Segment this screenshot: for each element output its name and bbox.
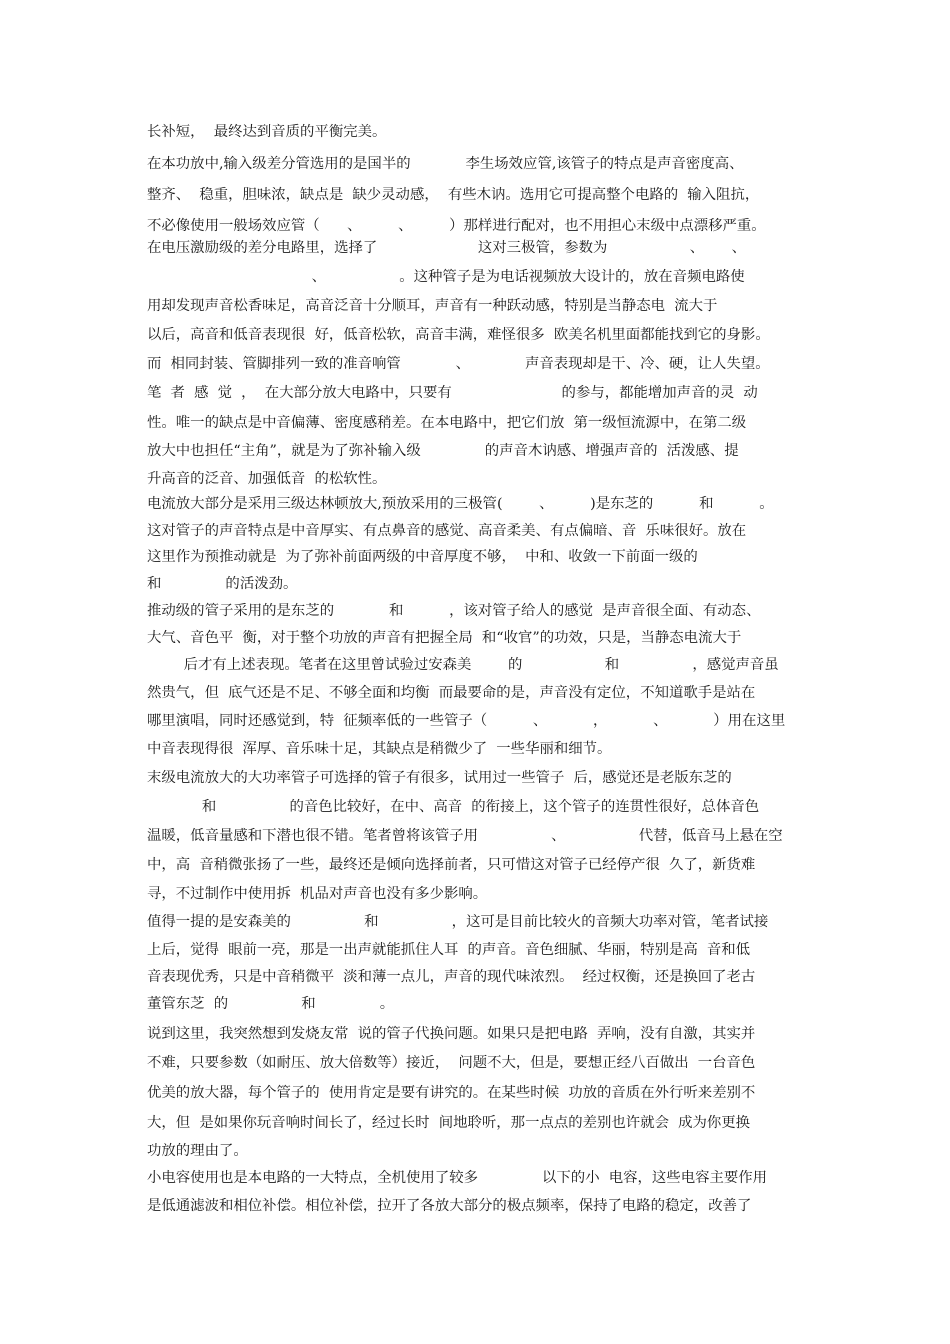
text-line: 放大中也担任“主角”，就是为了弥补输入级 的声音木讷感、增强声音的 活泼感、提 — [147, 443, 739, 459]
text-line: 和 的音色比较好，在中、高音 的衔接上，这个管子的连贯性很好，总体音色 — [147, 799, 760, 815]
text-line: 而 相同封装、管脚排列一致的准音响管 、 声音表现却是干、冷、硬，让人失望。 — [147, 356, 770, 372]
text-line: 这里作为预推动就是 为了弥补前面两级的中音厚度不够， 中和、收敛一下前面一级的 — [147, 549, 698, 565]
text-line: 优美的放大器，每个管子的 使用肯定是要有讲究的。在某些时候 功放的音质在外行听来差别不 — [147, 1085, 756, 1101]
text-line: 不必像使用一般场效应管（ 、 、 ）那样进行配对，也不用担心末级中点漂移严重。 — [147, 218, 766, 234]
text-line: 以后，高音和低音表现很 好，低音松软，高音丰满，难怪很多 欧美名机里面都能找到它的身影。 — [147, 327, 770, 343]
text-line: 温暖，低音量感和下潜也很不错。笔者曾将该管子用 、 代替，低音马上悬在空 — [147, 828, 783, 844]
text-line: 后才有上述表现。笔者在这里曾试验过安森美 的 和 ，感觉声音虽 — [147, 657, 779, 673]
text-line: 音表现优秀，只是中音稍微平 淡和薄一点儿，声音的现代味浓烈。 经过权衡，还是换回了老古 — [147, 969, 756, 985]
text-line: 寻，不过制作中使用拆 机品对声音也没有多少影响。 — [147, 886, 488, 902]
text-line: 升高音的泛音、加强低音 的松软性。 — [147, 471, 387, 487]
text-line: 是低通滤波和相位补偿。相位补偿，拉开了各放大部分的极点频率，保持了电路的稳定，改善了 — [147, 1198, 752, 1214]
text-line: 中，高 音稍微张扬了一些，最终还是倾向选择前者，只可惜这对管子已经停产很 久了，新货难 — [147, 857, 756, 873]
text-line: 电流放大部分是采用三级达林顿放大,预放采用的三极管( 、 )是东芝的 和 。 — [147, 496, 774, 512]
text-line: 大，但 是如果你玩音响时间长了，经过长时 间地聆听，那一点点的差别也许就会 成为你更换 — [147, 1115, 751, 1131]
text-line: 中音表现得很 浑厚、音乐味十足，其缺点是稍微少了 一些华丽和细节。 — [147, 741, 612, 757]
text-line: 和 的活泼劲。 — [147, 576, 298, 592]
text-line: 小电容使用也是本电路的一大特点，全机使用了较多 以下的小 电容，这些电容主要作用 — [147, 1170, 768, 1186]
text-line: 说到这里，我突然想到发烧友常 说的管子代换问题。如果只是把电路 弄响，没有自激，其实并 — [147, 1026, 756, 1042]
text-line: 功放的理由了。 — [147, 1143, 248, 1159]
text-line: 推动级的管子采用的是东芝的 和 ，该对管子给人的感觉 是声音很全面、有动态、 — [147, 603, 761, 619]
text-line: 笔 者 感 觉 ， 在大部分放大电路中，只要有 的参与，都能增加声音的灵 动 — [147, 385, 758, 401]
text-line: 值得一提的是安森美的 和 ，这可是目前比较火的音频大功率对管，笔者试接 — [147, 914, 769, 930]
text-line: 董管东芝 的 和 。 — [147, 996, 395, 1012]
text-line: 长补短， 最终达到音质的平衡完美。 — [147, 124, 387, 140]
text-line: 性。唯一的缺点是中音偏薄、密度感稍差。在本电路中，把它们放 第一级恒流源中，在第二级 — [147, 415, 747, 431]
text-line: 整齐、 稳重，胆味浓，缺点是 缺少灵动感， 有些木讷。选用它可提高整个电路的 输入阻抗， — [147, 187, 760, 203]
text-line: 在电压激励级的差分电路里，选择了 这对三极管，参数为 、 、 — [147, 240, 746, 256]
text-line: 然贵气，但 底气还是不足、不够全面和均衡 而最要命的是，声音没有定位，不知道歌手是站在 — [147, 685, 756, 701]
text-line: 在本功放中,输入级差分管选用的是国半的 李生场效应管,该管子的特点是声音密度高、 — [147, 156, 744, 172]
text-line: 用却发现声音松香味足，高音泛音十分顺耳，声音有一种跃动感，特别是当静态电 流大于 — [147, 298, 718, 314]
text-line: 不难，只要参数（如耐压、放大倍数等）接近， 问题不大，但是，要想正经八百做出 一台音色 — [147, 1055, 756, 1071]
text-line: 、 。这种管子是为电话视频放大设计的，放在音频电路使 — [147, 269, 745, 285]
text-line: 末级电流放大的大功率管子可选择的管子有很多，试用过一些管子 后，感觉还是老版东芝的 — [147, 770, 732, 786]
text-line: 上后，觉得 眼前一亮，那是一出声就能抓住人耳 的声音。音色细腻、华丽，特别是高 音和低 — [147, 942, 751, 958]
text-line: 大气、音色平 衡，对于整个功放的声音有把握全局 和“收官”的功效，只是，当静态电流大于 — [147, 630, 742, 646]
text-line: 哪里演唱，同时还感觉到，特 征频率低的一些管子（ 、 ， 、 ）用在这里 — [147, 713, 786, 729]
text-line: 这对管子的声音特点是中音厚实、有点鼻音的感觉、高音柔美、有点偏暗、音 乐味很好。放在 — [147, 523, 747, 539]
